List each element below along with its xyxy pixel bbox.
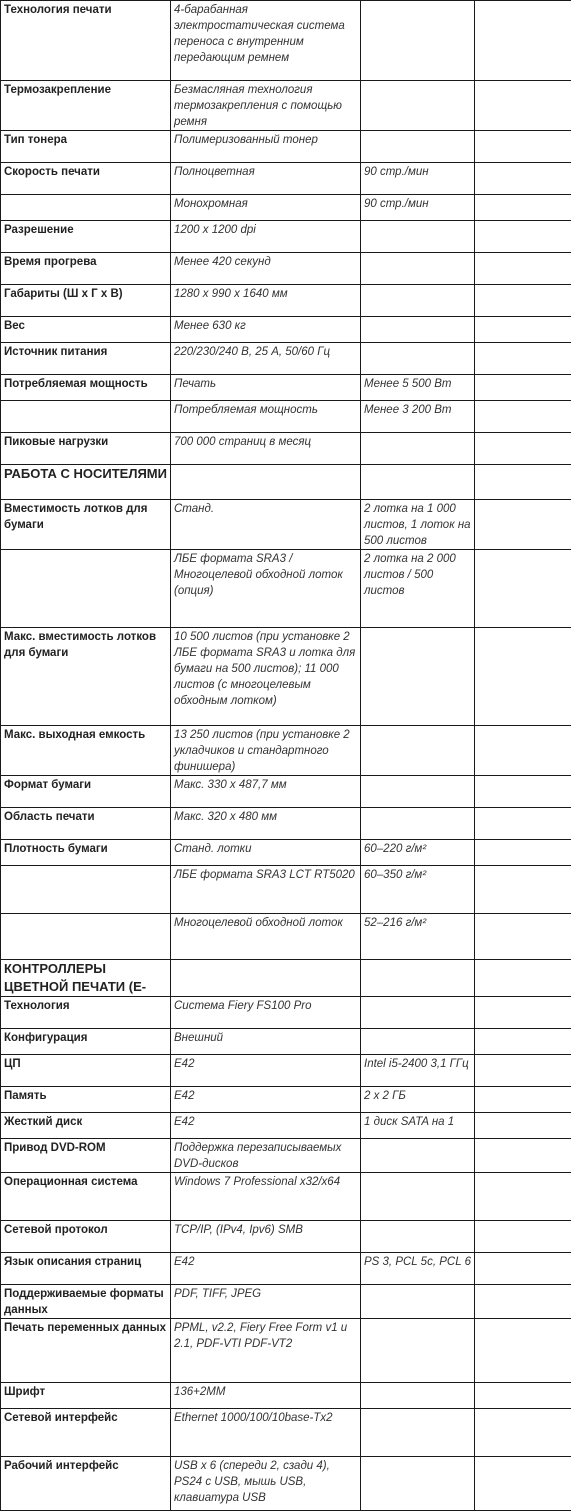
spec-value: PDF, TIFF, JPEG (171, 1285, 361, 1319)
spec-label: Разрешение (1, 221, 171, 253)
table-row (1, 1409, 571, 1457)
spec-value: 136+2MM (171, 1383, 361, 1409)
spec-extra (475, 253, 571, 285)
spec-detail: 90 стр./мин (361, 195, 475, 221)
spec-detail (361, 808, 475, 840)
spec-detail (361, 960, 475, 997)
spec-extra (475, 163, 571, 195)
spec-detail (361, 253, 475, 285)
spec-value: Многоцелевой обходной лоток (171, 914, 361, 960)
spec-label (1, 550, 171, 628)
spec-extra (475, 500, 571, 550)
spec-label: Шрифт (1, 1383, 171, 1409)
spec-extra (475, 221, 571, 253)
spec-detail (361, 1221, 475, 1253)
spec-detail: Менее 5 500 Вт (361, 375, 475, 401)
table-row (1, 808, 571, 840)
spec-value: 1280 x 990 x 1640 мм (171, 285, 361, 317)
spec-label: Область печати (1, 808, 171, 840)
spec-label: Тип тонера (1, 131, 171, 163)
spec-extra (475, 808, 571, 840)
spec-value: USB x 6 (спереди 2, сзади 4), PS24 с USB, мышь USB, клавиатура USB (171, 1457, 361, 1511)
spec-value: Макс. 320 x 480 мм (171, 808, 361, 840)
table-row (1, 776, 571, 808)
spec-label: Память (1, 1087, 171, 1113)
spec-extra (475, 343, 571, 375)
spec-value: 4-барабанная электростатическая система переноса с внутренним передающим ремнем (171, 1, 361, 81)
spec-detail: 2 лотка на 1 000 листов, 1 лоток на 500 листов (361, 500, 475, 550)
table-row (1, 1139, 571, 1173)
spec-value: 13 250 листов (при установке 2 укладчиков и стандартного финишера) (171, 726, 361, 776)
spec-detail: 52–216 г/м² (361, 914, 475, 960)
spec-label: Сетевой протокол (1, 1221, 171, 1253)
table-row (1, 914, 571, 960)
spec-label: Технология печати (1, 1, 171, 81)
spec-detail: 90 стр./мин (361, 163, 475, 195)
spec-label: Источник питания (1, 343, 171, 375)
spec-detail (361, 433, 475, 465)
table-row (1, 131, 571, 163)
spec-detail: 2 лотка на 2 000 листов / 500 листов (361, 550, 475, 628)
table-row (1, 840, 571, 866)
spec-detail: Intel i5-2400 3,1 ГГц (361, 1055, 475, 1087)
section-title: КОНТРОЛЛЕРЫ ЦВЕТНОЙ ПЕЧАТИ (Е- (1, 960, 171, 997)
spec-detail (361, 131, 475, 163)
spec-value: ЛБЕ формата SRA3 LCT RT5020 (171, 866, 361, 914)
table-row (1, 285, 571, 317)
table-row (1, 628, 571, 726)
spec-detail (361, 221, 475, 253)
spec-extra (475, 840, 571, 866)
spec-detail (361, 1, 475, 81)
spec-extra (475, 1029, 571, 1055)
spec-label: Язык описания страниц (1, 1253, 171, 1285)
table-row (1, 163, 571, 195)
table-row (1, 317, 571, 343)
table-row (1, 221, 571, 253)
spec-extra (475, 465, 571, 500)
spec-label: Плотность бумаги (1, 840, 171, 866)
spec-label: Термозакрепление (1, 81, 171, 131)
table-row (1, 726, 571, 776)
spec-label: Жесткий диск (1, 1113, 171, 1139)
table-row (1, 550, 571, 628)
spec-detail (361, 776, 475, 808)
spec-detail (361, 1139, 475, 1173)
spec-value: E42 (171, 1087, 361, 1113)
spec-extra (475, 1319, 571, 1383)
spec-detail (361, 343, 475, 375)
spec-extra (475, 401, 571, 433)
spec-extra (475, 628, 571, 726)
section-header-row (1, 960, 571, 997)
spec-extra (475, 195, 571, 221)
spec-value: Потребляемая мощность (171, 401, 361, 433)
spec-extra (475, 375, 571, 401)
spec-detail (361, 285, 475, 317)
spec-label: Пиковые нагрузки (1, 433, 171, 465)
spec-value: E42 (171, 1113, 361, 1139)
section-header-row (1, 465, 571, 500)
spec-label: ЦП (1, 1055, 171, 1087)
spec-value: E42 (171, 1055, 361, 1087)
spec-extra (475, 997, 571, 1029)
spec-value: PPML, v2.2, Fiery Free Form v1 и 2.1, PDF-VTI PDF-VT2 (171, 1319, 361, 1383)
spec-label (1, 914, 171, 960)
spec-extra (475, 776, 571, 808)
spec-detail: PS 3, PCL 5c, PCL 6 (361, 1253, 475, 1285)
table-row (1, 1319, 571, 1383)
spec-label: Потребляемая мощность (1, 375, 171, 401)
section-title: РАБОТА С НОСИТЕЛЯМИ (1, 465, 171, 500)
spec-extra (475, 131, 571, 163)
table-row (1, 1, 571, 81)
spec-detail (361, 628, 475, 726)
spec-value: 220/230/240 В, 25 А, 50/60 Гц (171, 343, 361, 375)
table-row (1, 500, 571, 550)
table-row (1, 401, 571, 433)
spec-extra (475, 1055, 571, 1087)
spec-value: Полноцветная (171, 163, 361, 195)
spec-label: Технология (1, 997, 171, 1029)
table-row (1, 1055, 571, 1087)
table-row (1, 1383, 571, 1409)
spec-label: Габариты (Ш x Г x В) (1, 285, 171, 317)
table-row (1, 866, 571, 914)
spec-label: Печать переменных данных (1, 1319, 171, 1383)
spec-extra (475, 1, 571, 81)
spec-label: Макс. вместимость лотков для бумаги (1, 628, 171, 726)
table-row (1, 1457, 571, 1511)
spec-label: Сетевой интерфейс (1, 1409, 171, 1457)
spec-label (1, 866, 171, 914)
spec-detail: 2 x 2 ГБ (361, 1087, 475, 1113)
table-row (1, 81, 571, 131)
spec-value (171, 960, 361, 997)
spec-value: Безмасляная технология термозакрепления с помощью ремня (171, 81, 361, 131)
table-row (1, 1253, 571, 1285)
spec-detail (361, 1173, 475, 1221)
spec-value: Макс. 330 x 487,7 мм (171, 776, 361, 808)
spec-detail: 1 диск SATA на 1 (361, 1113, 475, 1139)
spec-extra (475, 1285, 571, 1319)
spec-extra (475, 866, 571, 914)
spec-table-body (1, 1, 571, 1511)
spec-detail (361, 465, 475, 500)
spec-extra (475, 81, 571, 131)
spec-label: Формат бумаги (1, 776, 171, 808)
table-row (1, 1113, 571, 1139)
spec-extra (475, 1173, 571, 1221)
table-row (1, 253, 571, 285)
table-row (1, 997, 571, 1029)
spec-value: Печать (171, 375, 361, 401)
spec-detail (361, 1029, 475, 1055)
spec-detail: 60–220 г/м² (361, 840, 475, 866)
spec-value: E42 (171, 1253, 361, 1285)
spec-value: 10 500 листов (при установке 2 ЛБЕ формата SRA3 и лотка для бумаги на 500 листов); 11 000 листов (с многоцелевым обходным лотком) (171, 628, 361, 726)
spec-extra (475, 317, 571, 343)
spec-extra (475, 914, 571, 960)
spec-value: Менее 630 кг (171, 317, 361, 343)
spec-detail (361, 1383, 475, 1409)
table-row (1, 1173, 571, 1221)
spec-detail (361, 81, 475, 131)
spec-extra (475, 1409, 571, 1457)
spec-detail (361, 1457, 475, 1511)
spec-value: Ethernet 1000/100/10base-Tx2 (171, 1409, 361, 1457)
spec-label: Вес (1, 317, 171, 343)
spec-extra (475, 1113, 571, 1139)
spec-detail: 60–350 г/м² (361, 866, 475, 914)
spec-value (171, 465, 361, 500)
spec-label (1, 195, 171, 221)
spec-value: Монохромная (171, 195, 361, 221)
spec-value: Менее 420 секунд (171, 253, 361, 285)
spec-extra (475, 550, 571, 628)
spec-value: Windows 7 Professional x32/x64 (171, 1173, 361, 1221)
table-row (1, 375, 571, 401)
spec-label: Время прогрева (1, 253, 171, 285)
spec-label: Операционная система (1, 1173, 171, 1221)
spec-value: ЛБЕ формата SRA3 / Многоцелевой обходной лоток (опция) (171, 550, 361, 628)
spec-detail (361, 1319, 475, 1383)
spec-extra (475, 1383, 571, 1409)
spec-value: Станд. лотки (171, 840, 361, 866)
spec-detail (361, 317, 475, 343)
table-row (1, 195, 571, 221)
table-row (1, 1285, 571, 1319)
spec-label: Скорость печати (1, 163, 171, 195)
spec-value: Система Fiery FS100 Pro (171, 997, 361, 1029)
spec-label (1, 401, 171, 433)
spec-value: Внешний (171, 1029, 361, 1055)
spec-value: TCP/IP, (IPv4, Ipv6) SMB (171, 1221, 361, 1253)
spec-detail (361, 1409, 475, 1457)
table-row (1, 433, 571, 465)
spec-extra (475, 1253, 571, 1285)
table-row (1, 1087, 571, 1113)
table-row (1, 1221, 571, 1253)
spec-detail (361, 1285, 475, 1319)
spec-value: Полимеризованный тонер (171, 131, 361, 163)
spec-extra (475, 1139, 571, 1173)
table-row (1, 343, 571, 375)
spec-extra (475, 1221, 571, 1253)
table-row (1, 1029, 571, 1055)
spec-extra (475, 726, 571, 776)
spec-label: Рабочий интерфейс (1, 1457, 171, 1511)
spec-detail: Менее 3 200 Вт (361, 401, 475, 433)
spec-value: Станд. (171, 500, 361, 550)
spec-extra (475, 1457, 571, 1511)
spec-detail (361, 997, 475, 1029)
spec-label: Поддерживаемые форматы данных (1, 1285, 171, 1319)
spec-value: Поддержка перезаписываемых DVD-дисков (171, 1139, 361, 1173)
spec-value: 700 000 страниц в месяц (171, 433, 361, 465)
spec-label: Конфигурация (1, 1029, 171, 1055)
spec-extra (475, 960, 571, 997)
spec-label: Макс. выходная емкость (1, 726, 171, 776)
spec-label: Вместимость лотков для бумаги (1, 500, 171, 550)
spec-extra (475, 285, 571, 317)
spec-extra (475, 433, 571, 465)
spec-detail (361, 726, 475, 776)
spec-value: 1200 x 1200 dpi (171, 221, 361, 253)
spec-label: Привод DVD-ROM (1, 1139, 171, 1173)
spec-extra (475, 1087, 571, 1113)
